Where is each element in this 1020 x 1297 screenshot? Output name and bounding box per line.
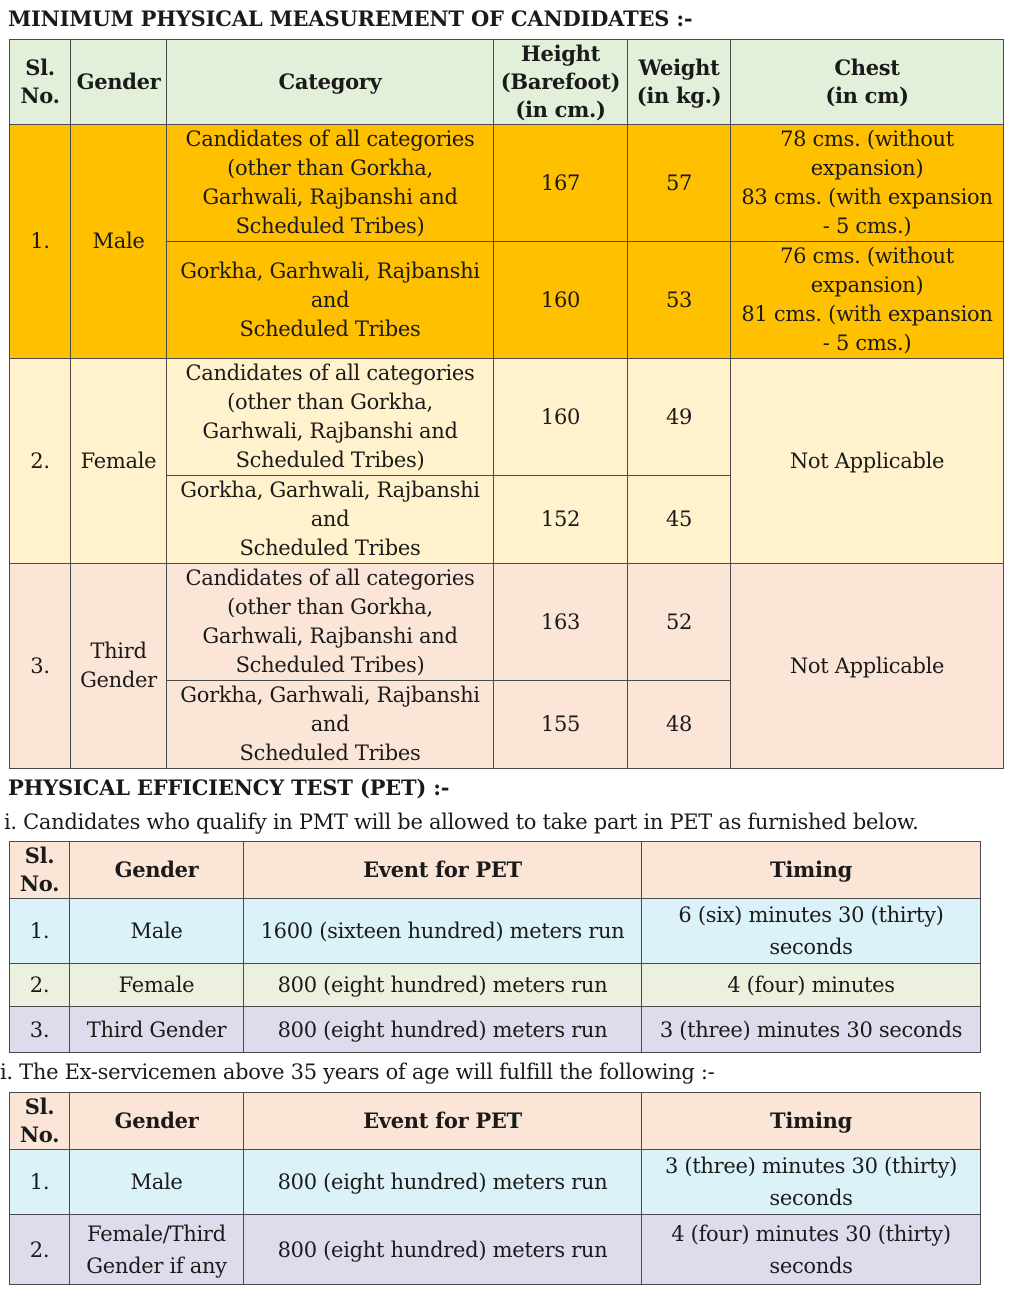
- row-gender: Male: [70, 1150, 244, 1215]
- row-sl: 2.: [10, 964, 70, 1007]
- row-height: 167: [494, 125, 628, 242]
- row-timing: 6 (six) minutes 30 (thirty) seconds: [642, 899, 981, 964]
- pet-header-timing: Timing: [642, 842, 981, 899]
- exsm-header-sl: Sl. No.: [10, 1093, 70, 1150]
- table-row: [10, 1150, 981, 1215]
- row-event: 1600 (sixteen hundred) meters run: [244, 899, 642, 964]
- row-sl: 1.: [10, 1150, 70, 1215]
- row-height: 160: [494, 359, 628, 476]
- pmt-header-chest: Chest (in cm): [731, 40, 1004, 125]
- row-event: 800 (eight hundred) meters run: [244, 964, 642, 1007]
- table-row: [10, 125, 1004, 242]
- row-chest: Not Applicable: [731, 564, 1004, 769]
- table-row: [10, 899, 981, 964]
- row-weight: 53: [628, 242, 731, 359]
- exsm-note: i. The Ex-servicemen above 35 years of age will fulfill the following :-: [0, 1060, 715, 1084]
- row-timing: 4 (four) minutes: [642, 964, 981, 1007]
- pet-header-sl: Sl. No.: [10, 842, 70, 899]
- pmt-table: [9, 39, 1004, 769]
- row-weight: 45: [628, 476, 731, 564]
- row-sl: 2.: [10, 359, 71, 564]
- row-weight: 48: [628, 681, 731, 769]
- row-sl: 2.: [10, 1215, 70, 1285]
- exsm-header-row: [10, 1093, 981, 1150]
- row-gender: Male: [70, 899, 244, 964]
- row-event: 800 (eight hundred) meters run: [244, 1007, 642, 1053]
- row-timing: 3 (three) minutes 30 seconds: [642, 1007, 981, 1053]
- row-weight: 49: [628, 359, 731, 476]
- row-gender: Third Gender: [70, 1007, 244, 1053]
- row-gender: Male: [71, 125, 167, 359]
- row-sl: 3.: [10, 564, 71, 769]
- row-weight: 52: [628, 564, 731, 681]
- pet-header-gender: Gender: [70, 842, 244, 899]
- row-category: Gorkha, Garhwali, Rajbanshi and Scheduled Tribes: [167, 242, 494, 359]
- row-chest: 76 cms. (without expansion) 81 cms. (with expansion - 5 cms.): [731, 242, 1004, 359]
- row-category: Candidates of all categories (other than Gorkha, Garhwali, Rajbanshi and Scheduled Tribes): [167, 564, 494, 681]
- exsm-header-gender: Gender: [70, 1093, 244, 1150]
- pmt-header-height: Height (Barefoot) (in cm.): [494, 40, 628, 125]
- row-timing: 4 (four) minutes 30 (thirty) seconds: [642, 1215, 981, 1285]
- row-weight: 57: [628, 125, 731, 242]
- row-event: 800 (eight hundred) meters run: [244, 1215, 642, 1285]
- table-row: [10, 1215, 981, 1285]
- row-height: 152: [494, 476, 628, 564]
- row-category: Candidates of all categories (other than Gorkha, Garhwali, Rajbanshi and Scheduled Tribes): [167, 125, 494, 242]
- row-gender: Third Gender: [71, 564, 167, 769]
- row-chest: Not Applicable: [731, 359, 1004, 564]
- row-chest: 78 cms. (without expansion) 83 cms. (with expansion - 5 cms.): [731, 125, 1004, 242]
- pet-title: PHYSICAL EFFICIENCY TEST (PET) :-: [8, 775, 450, 800]
- pet-table: [9, 841, 981, 1053]
- row-category: Gorkha, Garhwali, Rajbanshi and Scheduled Tribes: [167, 476, 494, 564]
- pmt-header-weight: Weight (in kg.): [628, 40, 731, 125]
- pet-header-row: [10, 842, 981, 899]
- pmt-title: MINIMUM PHYSICAL MEASUREMENT OF CANDIDATES :-: [8, 6, 693, 31]
- row-timing: 3 (three) minutes 30 (thirty) seconds: [642, 1150, 981, 1215]
- pet-header-event: Event for PET: [244, 842, 642, 899]
- table-row: [10, 964, 981, 1007]
- row-gender: Female: [70, 964, 244, 1007]
- row-gender: Female/Third Gender if any: [70, 1215, 244, 1285]
- pmt-header-gender: Gender: [71, 40, 167, 125]
- pet-note: i. Candidates who qualify in PMT will be allowed to take part in PET as furnished below.: [4, 810, 919, 834]
- row-gender: Female: [71, 359, 167, 564]
- row-sl: 1.: [10, 125, 71, 359]
- exsm-header-event: Event for PET: [244, 1093, 642, 1150]
- table-row: [10, 1007, 981, 1053]
- table-row: [10, 359, 1004, 476]
- row-height: 160: [494, 242, 628, 359]
- exsm-table: [9, 1092, 981, 1285]
- row-height: 155: [494, 681, 628, 769]
- row-sl: 3.: [10, 1007, 70, 1053]
- row-height: 163: [494, 564, 628, 681]
- pmt-header-row: [10, 40, 1004, 125]
- row-category: Gorkha, Garhwali, Rajbanshi and Scheduled Tribes: [167, 681, 494, 769]
- table-row: [10, 564, 1004, 681]
- row-event: 800 (eight hundred) meters run: [244, 1150, 642, 1215]
- pmt-header-category: Category: [167, 40, 494, 125]
- row-sl: 1.: [10, 899, 70, 964]
- exsm-header-timing: Timing: [642, 1093, 981, 1150]
- row-category: Candidates of all categories (other than Gorkha, Garhwali, Rajbanshi and Scheduled Tribes): [167, 359, 494, 476]
- pmt-header-sl: Sl. No.: [10, 40, 71, 125]
